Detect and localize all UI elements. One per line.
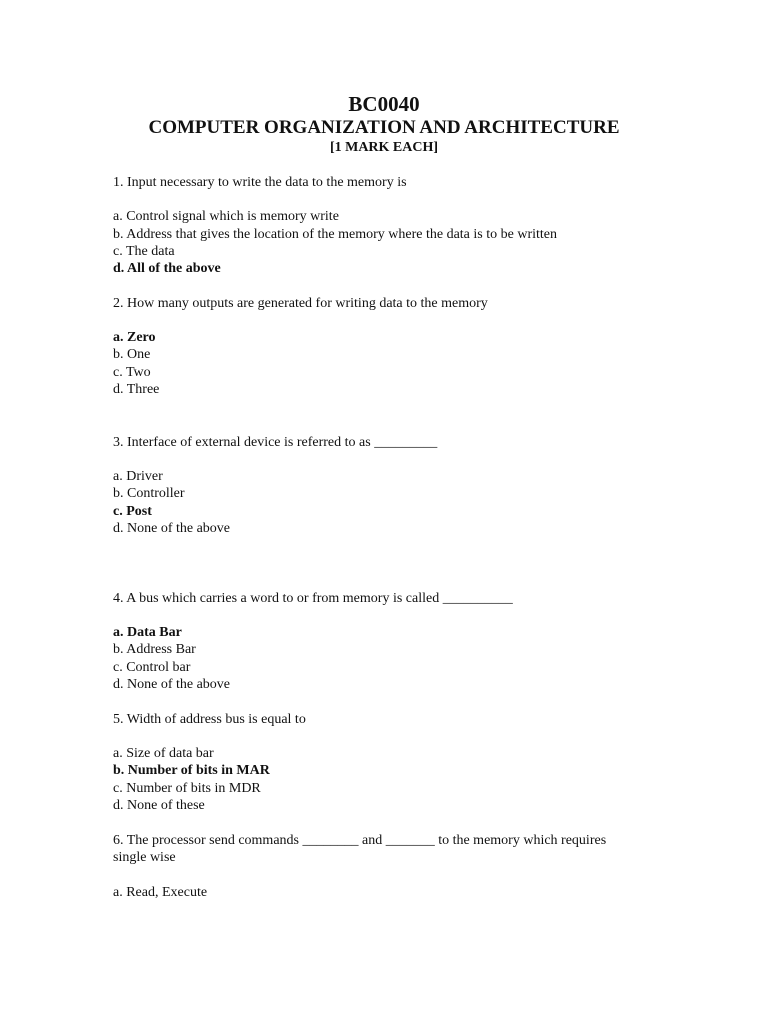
question-3-option-c-answer: c. Post <box>113 504 152 519</box>
question-4-option-a-answer: a. Data Bar <box>113 625 182 640</box>
question-5-option-b-answer: b. Number of bits in MAR <box>113 763 270 778</box>
question-2-option-d: d. Three <box>113 382 160 397</box>
question-1-option-c: c. The data <box>113 244 175 259</box>
question-5-option-a: a. Size of data bar <box>113 746 214 761</box>
question-3-option-a: a. Driver <box>113 469 163 484</box>
question-3-option-d: d. None of the above <box>113 521 231 536</box>
question-1-option-d-answer: d. All of the above <box>113 261 221 276</box>
question-5-option-d: d. None of these <box>113 798 205 813</box>
question-4: 4. A bus which carries a word to or from memory is called __________ <box>113 591 513 606</box>
question-1-option-a: a. Control signal which is memory write <box>113 209 339 224</box>
question-4-option-c: c. Control bar <box>113 660 191 675</box>
question-3: 3. Interface of external device is referred to as _________ <box>113 435 438 450</box>
question-6-line-1: 6. The processor send commands ________ and _______ to the memory which requires <box>113 833 607 848</box>
question-6-line-2: single wise <box>113 850 176 865</box>
question-6-option-a: a. Read, Execute <box>113 885 208 900</box>
course-code: BC0040 <box>348 92 420 116</box>
question-5-option-c: c. Number of bits in MDR <box>113 781 261 796</box>
question-1: 1. Input necessary to write the data to the memory is <box>113 175 407 190</box>
question-5: 5. Width of address bus is equal to <box>113 712 306 727</box>
question-3-option-b: b. Controller <box>113 486 185 501</box>
marks-note: [1 MARK EACH] <box>329 140 439 155</box>
question-2-option-a-answer: a. Zero <box>113 330 156 345</box>
question-2: 2. How many outputs are generated for writing data to the memory <box>113 296 488 311</box>
question-4-option-d: d. None of the above <box>113 677 231 692</box>
question-4-option-b: b. Address Bar <box>113 642 196 657</box>
question-2-option-c: c. Two <box>113 365 151 380</box>
question-1-option-b: b. Address that gives the location of the memory where the data is to be written <box>113 227 557 242</box>
document-title: COMPUTER ORGANIZATION AND ARCHITECTURE <box>148 117 620 138</box>
question-2-option-b: b. One <box>113 347 151 362</box>
